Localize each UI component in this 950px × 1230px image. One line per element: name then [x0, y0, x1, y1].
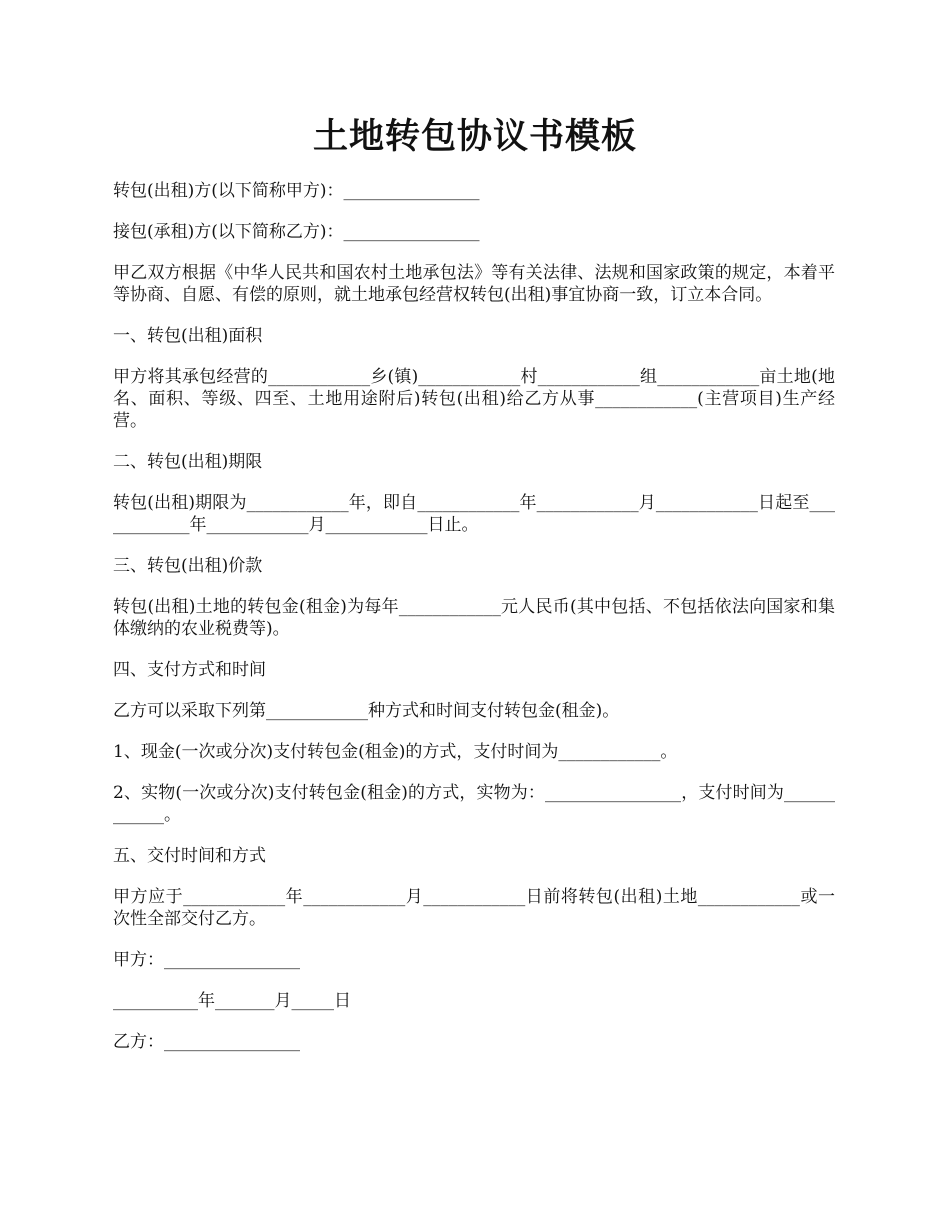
signature-date: __________年_______月_____日: [113, 991, 351, 1011]
signature-party-b: 乙方：________________: [113, 1032, 300, 1052]
section-paragraph-delivery: 甲方应于____________年____________月____________日前将转包(出租)土地____________或一次性全部交付乙方。: [113, 887, 835, 929]
section-paragraph-term: 转包(出租)期限为____________年，即自____________年____________月____________日起至____________年____________月____________日止。: [113, 493, 835, 535]
section-paragraph-price: 转包(出租)土地的转包金(租金)为每年____________元人民币(其中包括、不包括依法向国家和集体缴纳的农业税费等)。: [113, 597, 835, 639]
document-title: 土地转包协议书模板: [312, 117, 637, 157]
section-paragraph-payment-goods: 2、实物(一次或分次)支付转包金(租金)的方式，实物为：________________，支付时间为____________。: [113, 783, 835, 825]
party-b-line: 接包(承租)方(以下简称乙方)：________________: [113, 222, 480, 242]
preamble-paragraph: 甲乙双方根据《中华人民共和国农村土地承包法》等有关法律、法规和国家政策的规定，本着平等协商、自愿、有偿的原则，就土地承包经营权转包(出租)事宜协商一致，订立本合同。: [113, 263, 835, 305]
party-a-line: 转包(出租)方(以下简称甲方)：________________: [113, 181, 480, 201]
section-heading-area: 一、转包(出租)面积: [113, 326, 263, 346]
section-heading-delivery: 五、交付时间和方式: [113, 846, 266, 866]
section-paragraph-payment: 乙方可以采取下列第____________种方式和时间支付转包金(租金)。: [113, 701, 620, 721]
signature-party-a: 甲方：________________: [113, 950, 300, 970]
section-heading-term: 二、转包(出租)期限: [113, 452, 263, 472]
section-heading-price: 三、转包(出租)价款: [113, 556, 263, 576]
section-paragraph-area: 甲方将其承包经营的____________乡(镇)____________村____________组____________亩土地(地名、面积、等级、四至、土地用途附后)转包(出租)给乙方从事____________(主营项目)生产经营。: [113, 367, 835, 431]
section-paragraph-payment-cash: 1、现金(一次或分次)支付转包金(租金)的方式，支付时间为____________。: [113, 742, 678, 762]
document-body: [113, 180, 835, 1072]
section-heading-payment: 四、支付方式和时间: [113, 660, 266, 680]
